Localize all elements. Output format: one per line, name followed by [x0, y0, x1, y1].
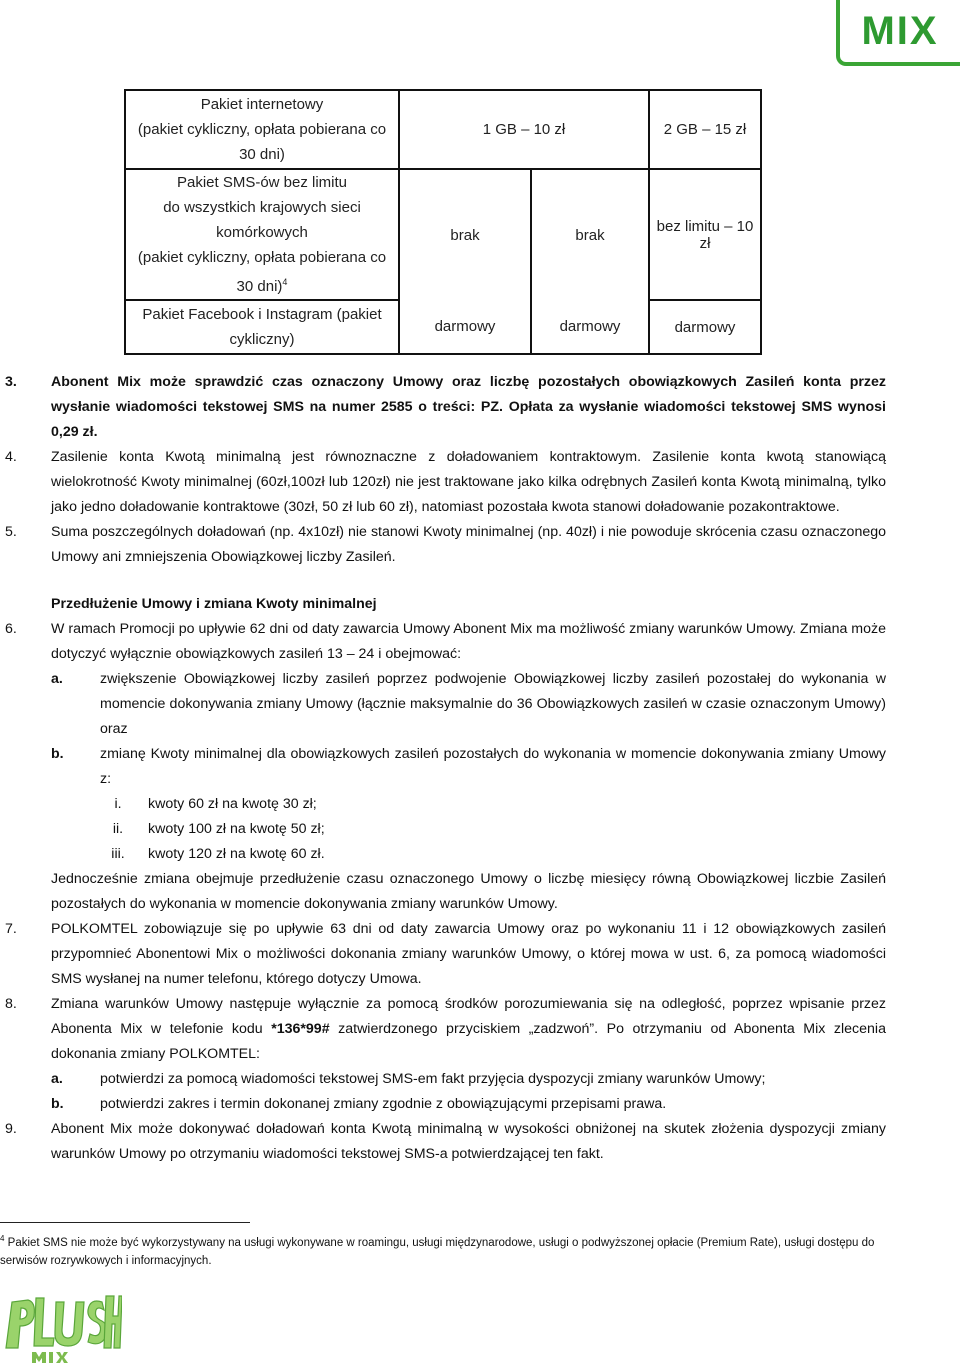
- mix-logo-text: MIX: [861, 9, 939, 53]
- sub-item: [0, 667, 886, 742]
- table-row: [125, 300, 761, 354]
- footnote-divider: [0, 1222, 250, 1223]
- sub-item-label: a.: [51, 1071, 63, 1087]
- label-text: 30 dni): [236, 278, 283, 295]
- label-line: [134, 270, 390, 299]
- table-label-cell: [125, 90, 399, 169]
- sub-item: [0, 742, 886, 792]
- sub-item: [0, 1092, 886, 1117]
- item-text: W ramach Promocji po upływie 62 dni od daty zawarcia Umowy Abonent Mix ma możliwość zmiany warunków Umowy. Zmiana może dotyczyć wyłącznie obowiązkowych zasileń 13 – 24 i obejmować:: [51, 621, 886, 662]
- list-item: [0, 520, 886, 570]
- footnote-text: Pakiet SMS nie może być wykorzystywany na usługi wykonywane w roamingu, usługi międzynarodowe, usługi o podwyższonej opłacie (Premium Rate), usługi dostępu do serwisów rozrywkowych i informacyjnych.: [0, 1237, 875, 1267]
- item-text: Zmiana warunków Umowy następuje wyłącznie za pomocą środków porozumiewania się na odległość, poprzez wpisanie przez Abonenta Mix w telefonie kodu: [51, 996, 886, 1037]
- item-number: 5.: [5, 524, 17, 540]
- label-line: Pakiet Facebook i Instagram (pakiet: [142, 306, 382, 323]
- item-text: Zasilenie konta kwotą stanowiącą wielokrotność Kwoty minimalnej (60zł,100zł lub 120zł) nie jest traktowane jako kilka odrębnych Zasileń konta Kwotą minimalną, tylko jako jedno doładowanie kontraktowe (30zł, 50 zł lub 60 zł), natomiast pozostała kwota stanowi doładowanie pozakontraktowe.: [51, 449, 886, 515]
- table-value-cell: bez limitu – 10 zł: [649, 169, 761, 300]
- table-value-cell: darmowy: [531, 300, 649, 354]
- item-text: zatwierdzonego przyciskiem „zadzwoń”. Po otrzymaniu od Abonenta Mix zlecenia dokonania zmiany POLKOMTEL:: [51, 1021, 886, 1062]
- table-value-cell: 1 GB – 10 zł: [399, 90, 649, 169]
- table-value-cell: darmowy: [649, 300, 761, 354]
- label-line: komórkowych: [216, 224, 308, 241]
- label-line: do wszystkich krajowych sieci: [163, 199, 361, 216]
- table-value-cell: brak: [399, 169, 531, 300]
- paragraph: Jednocześnie zmiana obejmuje przedłużenie czasu oznaczonego Umowy o liczbę miesięcy równą Obowiązkowej liczbie Zasileń pozostałych do wykonania w momencie dokonywania zmiany warunków Umowy.: [51, 871, 886, 912]
- list-item: [0, 992, 886, 1067]
- item-text: Abonent Mix może sprawdzić czas oznaczony Umowy oraz liczbę pozostałych obowiązkowych Zasileń konta przez wysłanie wiadomości tekstowej SMS na numer 2585 o treści: PZ. Opłata za wysłanie wiadomości tekstowej SMS wynosi 0,29 zł.: [51, 374, 886, 440]
- sub-item-label: a.: [51, 671, 63, 687]
- label-line: (pakiet cykliczny, opłata pobierana co: [137, 121, 387, 138]
- table-row: [125, 90, 761, 169]
- table-value-cell: darmowy: [399, 300, 531, 354]
- sub-item: [0, 1067, 886, 1092]
- sub-item-text: zmianę Kwoty minimalnej dla obowiązkowych zasileń pozostałych do wykonania w momencie dokonywania zmiany Umowy z:: [100, 746, 886, 787]
- roman-label: i.: [114, 796, 122, 812]
- table-row: [125, 169, 761, 300]
- item-number: 6.: [5, 621, 17, 637]
- roman-text: kwoty 100 zł na kwotę 50 zł;: [148, 821, 325, 837]
- sub-item-text: zwiększenie Obowiązkowej liczby zasileń poprzez podwojenie Obowiązkowej liczby zasileń pozostałej do wykonania w momencie dokonywania zmiany Umowy (łącznie maksymalnie do 36 Obowiązkowych zasileń w czasie oznaczonym Umowy) oraz: [100, 671, 886, 737]
- document-body: [0, 370, 886, 1167]
- mix-logo: [836, 0, 960, 66]
- item-number: 4.: [5, 449, 17, 465]
- sub-item-text: potwierdzi zakres i termin dokonanej zmiany zgodnie z obowiązującymi przepisami prawa.: [100, 1096, 667, 1112]
- section-heading: Przedłużenie Umowy i zmiana Kwoty minimalnej: [51, 596, 377, 612]
- item-number: 8.: [5, 996, 17, 1012]
- sub-item-label: b.: [51, 1096, 64, 1112]
- label-line: Pakiet internetowy: [200, 96, 324, 113]
- footnote: [0, 1230, 888, 1270]
- roman-text: kwoty 60 zł na kwotę 30 zł;: [148, 796, 317, 812]
- roman-item: [0, 817, 886, 842]
- label-line: Pakiet SMS-ów bez limitu: [176, 174, 348, 191]
- item-text: Zasilenie konta Kwotą minimalną jest równoznaczne z doładowaniem kontraktowym.: [51, 449, 642, 465]
- sub-item-label: b.: [51, 746, 64, 762]
- list-item: [0, 917, 886, 992]
- label-line: cykliczny): [229, 331, 295, 348]
- label-line: (pakiet cykliczny, opłata pobierana co: [137, 249, 387, 266]
- table-label-cell: [125, 300, 399, 354]
- item-number: 7.: [5, 921, 17, 937]
- item-text: POLKOMTEL zobowiązuje się po upływie 63 dni od daty zawarcia Umowy oraz po wykonaniu 11 i 12 obowiązkowych zasileń przypomnieć Abonentowi Mix o możliwości dokonania zmiany warunków Umowy, o której mowa w ust. 6, za pomocą wiadomości SMS wysłanej na numer telefonu, którego dotyczy Umowa.: [51, 921, 886, 987]
- list-item: [0, 617, 886, 667]
- roman-text: kwoty 120 zł na kwotę 60 zł.: [148, 846, 325, 862]
- plush-mix-logo: [2, 1288, 122, 1364]
- roman-label: ii.: [112, 821, 124, 837]
- item-number: 3.: [5, 374, 17, 390]
- table-value-cell: brak: [531, 169, 649, 300]
- list-item: [0, 370, 886, 445]
- roman-item: [0, 842, 886, 867]
- item-text: Suma poszczególnych doładowań (np. 4x10zł) nie stanowi Kwoty minimalnej (np. 40zł) i nie powoduje skrócenia czasu oznaczonego Umowy ani zmniejszenia Obowiązkowej liczby Zasileń.: [51, 524, 886, 565]
- footnote-number: 4: [0, 1234, 5, 1243]
- item-text: Abonent Mix może dokonywać doładowań konta Kwotą minimalną w wysokości obniżonej na skutek złożenia dyspozycji zmiany warunków Umowy po otrzymaniu wiadomości tekstowej SMS-a potwierdzającej ten fakt.: [51, 1121, 886, 1162]
- roman-item: [0, 792, 886, 817]
- table-value-cell: 2 GB – 15 zł: [649, 90, 761, 169]
- sub-item-text: potwierdzi za pomocą wiadomości tekstowej SMS-em fakt przyjęcia dyspozycji zmiany warunków Umowy;: [100, 1071, 766, 1087]
- package-table: [124, 89, 762, 355]
- ussd-code: *136*99#: [271, 1021, 330, 1037]
- item-number: 9.: [5, 1121, 17, 1137]
- label-line: 30 dni): [239, 146, 285, 163]
- list-item: [0, 445, 886, 520]
- footnote-ref: 4: [282, 277, 288, 287]
- table-label-cell: [125, 169, 399, 300]
- roman-label: iii.: [111, 846, 125, 862]
- list-item: [0, 1117, 886, 1167]
